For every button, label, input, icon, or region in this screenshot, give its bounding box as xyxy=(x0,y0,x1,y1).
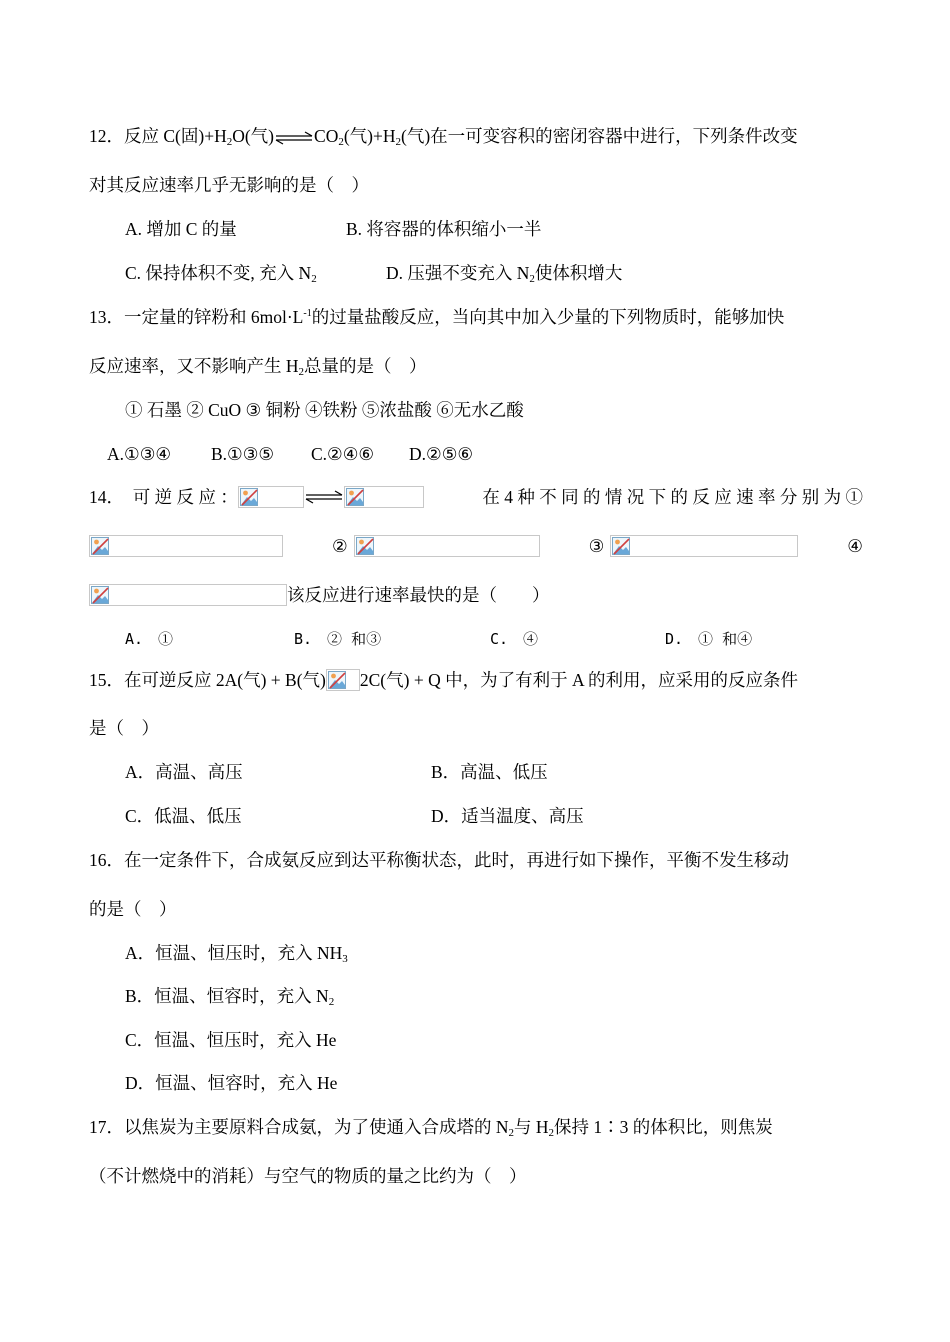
reversible-arrow-image-placeholder xyxy=(326,669,360,691)
q15-line-2: 是（ ） xyxy=(89,718,159,738)
q13-items: ① 石墨 ② CuO ③ 铜粉 ④铁粉 ⑤浓盐酸 ⑥无水乙酸 xyxy=(125,400,524,420)
q12-option-b: B. 将容器的体积缩小一半 xyxy=(346,219,542,239)
q13-option-d: D.②⑤⑥ xyxy=(409,444,474,464)
q14-prefix: 14． 可 逆 反 应 ： xyxy=(89,485,424,509)
broken-image-icon xyxy=(346,488,364,506)
rate-2-image-placeholder xyxy=(354,535,540,557)
q14-option-b: B. ② 和③ xyxy=(294,630,382,648)
q16-option-c: C．恒温、恒压时，充入 He xyxy=(125,1030,337,1050)
q12-option-d: D. 压强不变充入 $N_2$使体积增大 xyxy=(386,263,623,285)
broken-image-icon xyxy=(240,488,258,506)
q13-option-b: B.①③⑤ xyxy=(211,444,275,464)
q15-option-d: D．适当温度、高压 xyxy=(431,806,584,826)
q13-line-2: 反应速率，又不影响产生 $H_2$总量的是（ ） xyxy=(89,356,427,378)
broken-image-icon xyxy=(91,586,109,604)
q17-line-1: 17．以焦炭为主要原料合成氨，为了使通入合成塔的 $N_2$与 $H_2$保持 1∶3 的体积比，则焦炭 xyxy=(89,1117,773,1139)
q15-option-b: B．高温、低压 xyxy=(431,762,548,782)
q14-line-2 xyxy=(89,534,863,558)
q13-option-c: C.②④⑥ xyxy=(311,444,375,464)
q16-option-a: A．恒温、恒压时，充入 $NH_3$ xyxy=(125,943,348,965)
rate-4-image-placeholder xyxy=(89,584,287,606)
q12-option-a: A. 增加 C 的量 xyxy=(125,219,237,239)
q14-option-a: A. ① xyxy=(125,630,174,648)
broken-image-icon xyxy=(356,537,374,555)
equilibrium-arrow-icon xyxy=(304,490,344,504)
q12-line-1: 12．反应 C(固)$+H_2O$(气) $CO_2$(气)$+H_2$(气)在一可变容积的密闭容器中进行，下列条件改变 xyxy=(89,126,798,148)
q14-option-d: D. ① 和④ xyxy=(665,630,753,648)
q16-option-d: D．恒温、恒容时，充入 He xyxy=(125,1073,338,1093)
reactant-image-placeholder xyxy=(238,486,304,508)
q15-line-1: 15．在可逆反应 2A(气) + B(气) 2C(气) + Q 中，为了有利于 A 的利用，应采用的反应条件 xyxy=(89,670,799,690)
q16-line-1: 16．在一定条件下，合成氨反应到达平称衡状态，此时，再进行如下操作，平衡不发生移动 xyxy=(89,850,789,870)
broken-image-icon xyxy=(328,671,346,689)
q14-line-1 xyxy=(89,485,863,509)
q16-option-b: B．恒温、恒容时，充入 $N_2$ xyxy=(125,986,335,1008)
equilibrium-arrow-icon xyxy=(274,131,314,145)
q16-line-2: 的是（ ） xyxy=(89,899,177,919)
rate-3-image-placeholder xyxy=(610,535,798,557)
q15-option-c: C．低温、低压 xyxy=(125,806,242,826)
rate-4-marker: ④ xyxy=(847,536,863,556)
rate-1-image-placeholder xyxy=(89,535,283,557)
q14-option-c: C. ④ xyxy=(490,630,539,648)
q12-line-2: 对其反应速率几乎无影响的是（ ） xyxy=(89,175,369,195)
q15-option-a: A．高温、高压 xyxy=(125,762,243,782)
rate-3-group: ③ xyxy=(589,534,799,558)
q14-line-3: 该反应进行速率最快的是（ ） xyxy=(89,583,550,607)
q14-intro-text: 在 4 种 不 同 的 情 况 下 的 反 应 速 率 分 别 为 ① xyxy=(482,487,863,507)
broken-image-icon xyxy=(612,537,630,555)
q13-line-1: 13．一定量的锌粉和 $6mol\cdot L^{-1}$的过量盐酸反应，当向其中加入少量的下列物质时，能够加快 xyxy=(89,307,785,327)
product-image-placeholder xyxy=(344,486,424,508)
rate-2-group: ② xyxy=(332,534,540,558)
q17-line-2: （不计燃烧中的消耗）与空气的物质的量之比约为（ ） xyxy=(89,1166,527,1186)
q12-option-c: C. 保持体积不变, 充入 $N_2$ xyxy=(125,263,317,285)
q13-option-a: A.①③④ xyxy=(107,444,172,464)
broken-image-icon xyxy=(91,537,109,555)
